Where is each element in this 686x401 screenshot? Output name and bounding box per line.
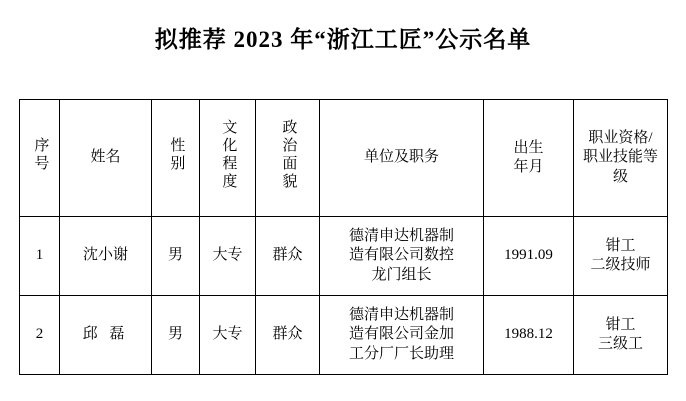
- cell-seq: 2: [20, 296, 60, 375]
- table-row: [20, 217, 668, 296]
- column-header-certificate-label: 职业资格/ 职业技能等 级: [582, 129, 658, 185]
- column-header-education-label: 文化程度: [220, 119, 237, 192]
- cell-unit: [320, 217, 484, 296]
- cell-unit-line: 德清申达机器制: [348, 306, 454, 323]
- table-header-row: [20, 100, 668, 217]
- cell-certificate-line: 三级工: [597, 336, 643, 352]
- cell-certificate-line: 钳工: [605, 237, 636, 254]
- cell-birth: 1988.12: [484, 296, 574, 375]
- cell-gender: 男: [152, 217, 200, 296]
- cell-gender: 男: [152, 296, 200, 375]
- table-body: [20, 217, 668, 375]
- cell-certificate-lines: [576, 316, 665, 355]
- public-notice-table: [19, 99, 668, 375]
- cell-unit-line: 工分厂厂长助理: [348, 345, 454, 362]
- cell-name: 沈小谢: [60, 217, 152, 296]
- column-header-seq-label: 序号: [32, 137, 49, 174]
- cell-unit-line: 德清申达机器制: [348, 227, 454, 244]
- cell-birth: 1991.09: [484, 217, 574, 296]
- column-header-name: 姓名: [60, 100, 152, 217]
- cell-unit-line: 造有限公司金加: [348, 326, 454, 343]
- public-notice-table-wrapper: [19, 99, 667, 375]
- cell-certificate-line: 钳工: [605, 316, 636, 333]
- cell-education: 大专: [200, 296, 256, 375]
- cell-seq: 1: [20, 217, 60, 296]
- column-header-seq: [20, 100, 60, 217]
- cell-certificate: [574, 217, 668, 296]
- cell-certificate: [574, 296, 668, 375]
- cell-unit-line: 造有限公司数控: [348, 247, 454, 264]
- column-header-unit: 单位及职务: [320, 100, 484, 217]
- cell-unit-line: 龙门组长: [371, 266, 432, 283]
- column-header-birth: [484, 100, 574, 217]
- column-header-gender-label: 性别: [168, 137, 185, 174]
- column-header-political-label: 政治面貌: [280, 119, 297, 192]
- cell-education: 大专: [200, 217, 256, 296]
- table-row: [20, 296, 668, 375]
- column-header-birth-label: 出生 年月: [513, 139, 544, 175]
- cell-name: 邱 磊: [60, 296, 152, 375]
- column-header-gender: [152, 100, 200, 217]
- cell-certificate-lines: [576, 237, 665, 276]
- cell-unit-lines: [322, 306, 481, 365]
- column-header-certificate: [574, 100, 668, 217]
- column-header-education: [200, 100, 256, 217]
- cell-political: 群众: [256, 217, 320, 296]
- page-title: 拟推荐 2023 年“浙江工匠”公示名单: [154, 27, 532, 52]
- cell-unit: [320, 296, 484, 375]
- table-header: [20, 100, 668, 217]
- cell-political: 群众: [256, 296, 320, 375]
- column-header-political: [256, 100, 320, 217]
- cell-certificate-line: 二级技师: [590, 257, 651, 273]
- cell-unit-lines: [322, 227, 481, 286]
